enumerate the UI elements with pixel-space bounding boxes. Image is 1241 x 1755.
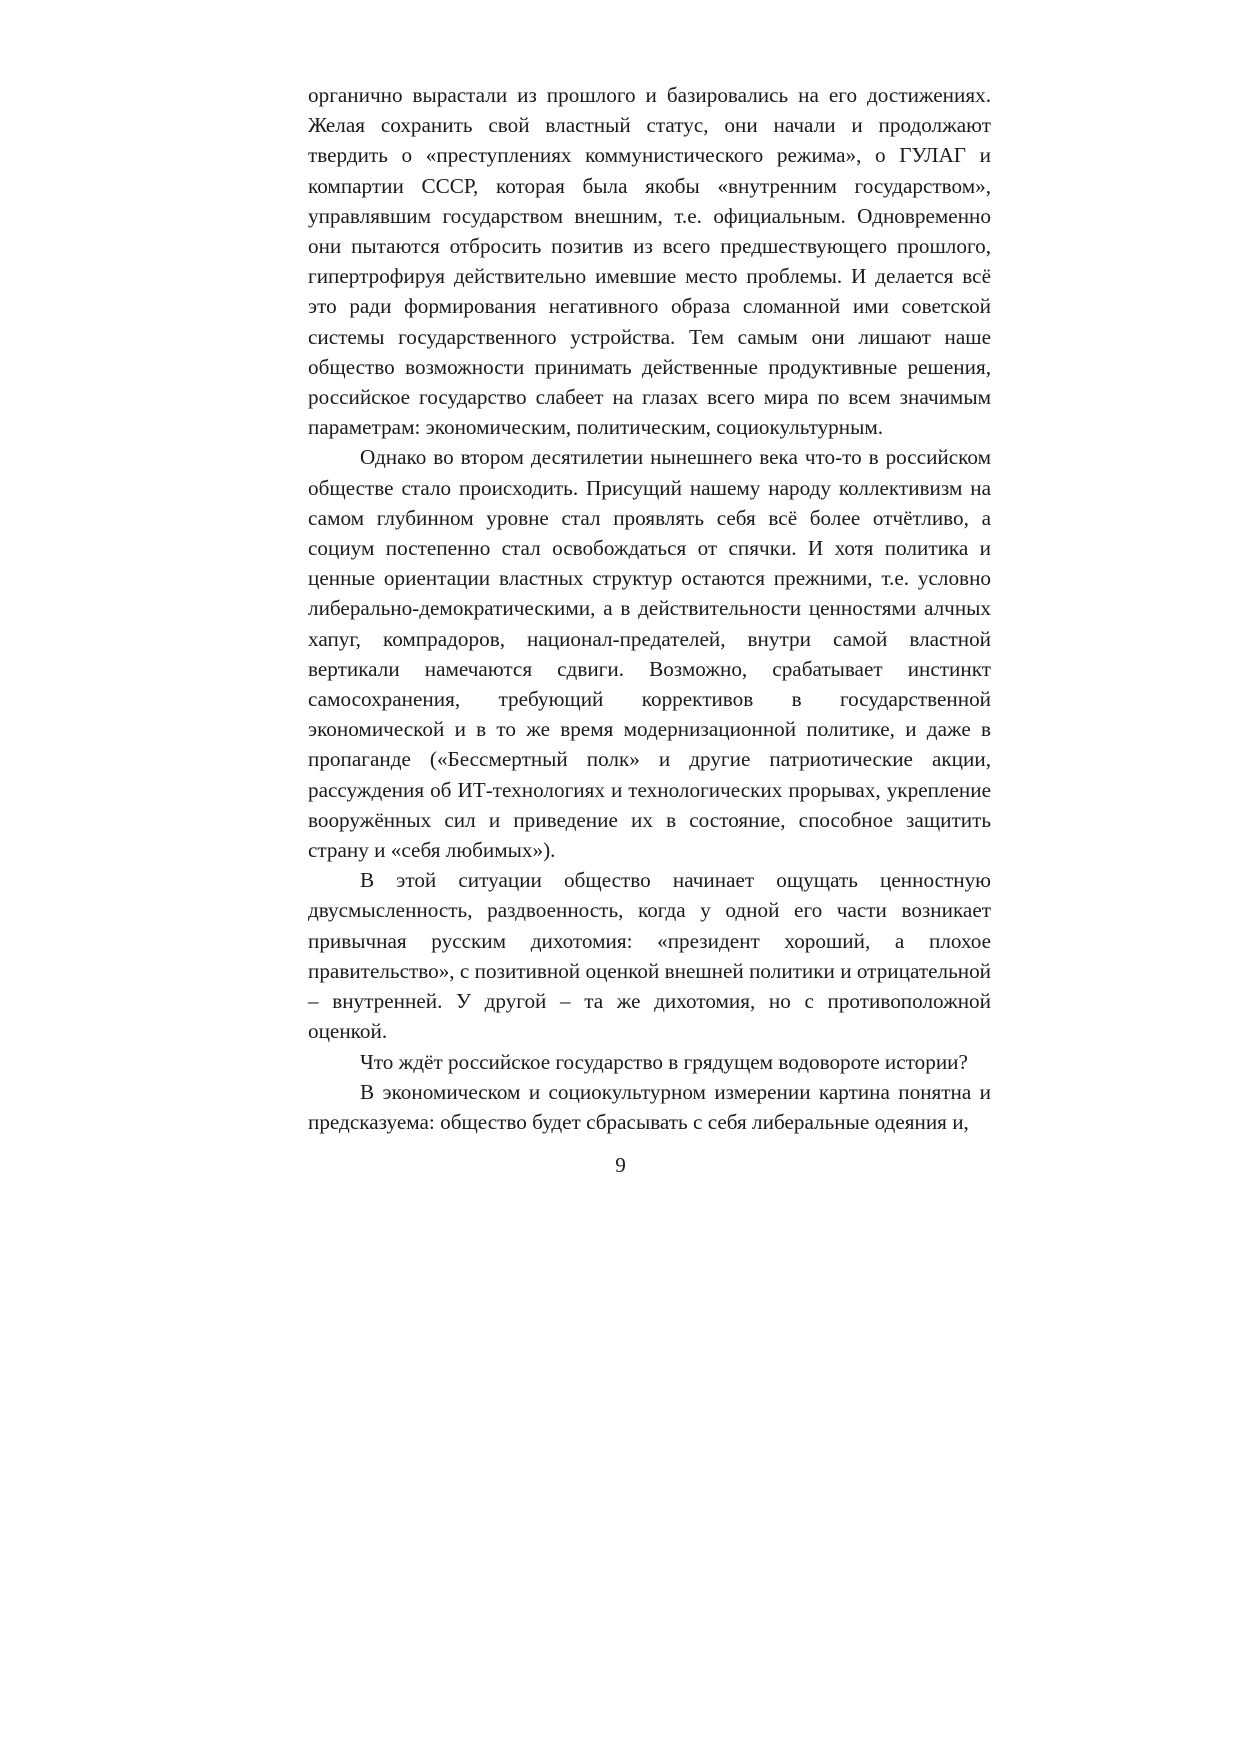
paragraph-4: Что ждёт российское государство в грядущем водовороте истории?	[360, 1049, 968, 1074]
body-text	[308, 80, 991, 1137]
paragraph-2: Однако во втором десятилетии нынешнего века что-то в российском обществе стало происходить. Присущий нашему народу коллективизм на самом глубинном уровне стал проявлять себя всё более отчётливо, а социум постепенно стал освобождаться от спячки. И хотя политика и ценные ориентации властных структур остаются прежними, т.е. условно либерально-демократическими, а в действительности ценностями алчных хапуг, компрадоров, национал-предателей, внутри самой властной вертикали намечаются сдвиги. Возможно, срабатывает инстинкт самосохранения, требующий коррективов в государственной экономической и в то же время модернизационной политике, и даже в пропаганде («Бессмертный полк» и другие патриотические акции, рассуждения об ИТ-технологиях и технологических прорывах, укрепление вооружённых сил и приведение их в состояние, способное защитить страну и «себя любимых»).	[308, 445, 991, 863]
page-number: 9	[615, 1153, 626, 1177]
paragraph-3: В этой ситуации общество начинает ощущать ценностную двусмысленность, раздвоенность, когда у одной его части возникает привычная русским дихотомия: «президент хороший, а плохое правительство», с позитивной оценкой внешней политики и отрицательной – внутренней. У другой – та же дихотомия, но с противоположной оценкой.	[308, 868, 991, 1044]
paragraph-1: органично вырастали из прошлого и базировались на его достижениях. Желая сохранить свой властный статус, они начали и продолжают твердить о «преступлениях коммунистического режима», о ГУЛАГ и компартии СССР, которая была якобы «внутренним государством», управлявшим государством внешним, т.е. официальным. Одновременно они пытаются отбросить позитив из всего предшествующего прошлого, гипертрофируя действительно имевшие место проблемы. И делается всё это ради формирования негативного образа сломанной ими советской системы государственного устройства. Тем самым они лишают наше общество возможности принимать действенные продуктивные решения, российское государство слабеет на глазах всего мира по всем значимым параметрам: экономическим, политическим, социокультурным.	[308, 83, 991, 440]
paragraph-5: В экономическом и социокультурном измерении картина понятна и предсказуема: общество будет сбрасывать с себя либеральные одеяния и,	[308, 1079, 991, 1134]
